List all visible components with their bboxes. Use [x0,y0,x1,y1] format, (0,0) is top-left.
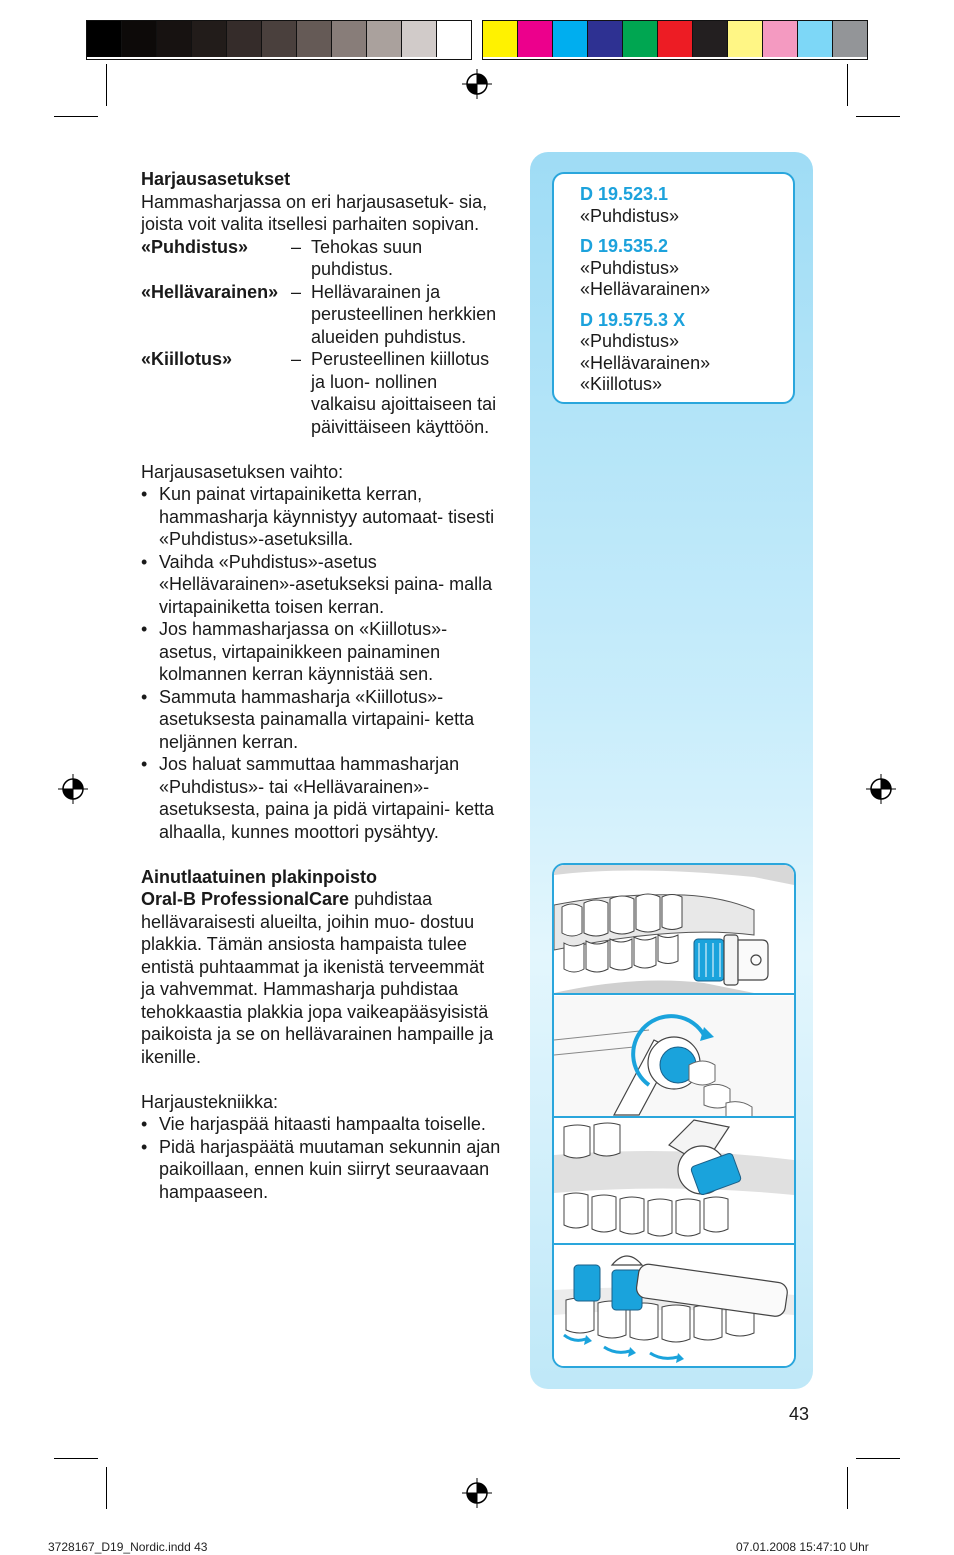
color-swatch [262,21,297,57]
mode-term: «Puhdistus» [141,236,249,257]
model-mode: «Hellävarainen» [580,352,711,373]
model-mode: «Puhdistus» [580,257,680,278]
crop-mark [847,64,848,106]
color-swatch [588,21,623,57]
model-group [580,236,793,301]
mode-term: «Kiillotus» [141,349,233,369]
technique-heading: Harjaustekniikka: [141,1091,279,1112]
color-swatch [483,21,518,57]
plaque-heading: Ainutlaatuinen plakinpoisto [141,866,378,887]
color-swatch-bar [482,20,868,60]
color-swatch [728,21,763,57]
section-heading: Harjausasetukset [141,169,291,189]
list-item: • Jos hammasharjassa on «Kiillotus»- asetus, virtapainikkeen painaminen kolmannen kerran käynnistää sen. [141,618,501,686]
plaque-text: puhdistaa hellävaraisesti alueilta, joihin muo- dostuu plakkia. Tämän ansiosta hampaista tulee entistä puhtaammat ja ikenistä terveemmät ja vahvemmat. Hammasharja puhdistaa tehokkaastia plakkia jopa vaikeapääsyisistä paikoista ja se on hellävarainen hampaille ja ikenille. [141,889,494,1067]
registration-mark-icon [866,774,896,804]
dash: – [291,236,302,257]
registration-mark-icon [462,69,492,99]
crop-mark [856,1458,900,1459]
color-swatch [122,21,157,57]
change-bullet-list [141,483,501,843]
color-swatch [518,21,553,57]
footer-timestamp: 07.01.2008 15:47:10 Uhr [736,1540,869,1554]
mode-description: Perusteellinen kiillotus ja luon- nollinen valkaisu ajoittaiseen tai päivittäiseen käyttöön. [311,349,497,437]
footer-file-info: 3728167_D19_Nordic.indd 43 [48,1540,208,1554]
color-swatch [763,21,798,57]
model-code: D 19.575.3 X [580,309,686,330]
mode-description: Tehokas suun puhdistus. [311,236,423,279]
dash: – [291,281,302,302]
list-item: • Jos haluat sammuttaa hammasharjan «Puhdistus»- tai «Hellävarainen»- asetuksesta, paina ja pidä virtapaini- ketta alhaalla, kunnes moottori pysähtyy. [141,753,501,843]
gray-swatch-bar [86,20,472,60]
intro-paragraph: Hammasharjassa on eri harjausasetuk- sia, joista voit valita itsellesi parhaiten sopivan. [141,191,488,234]
registration-mark-icon [58,774,88,804]
rotation-illustration [554,996,794,1117]
brushing-illustration-panel [552,863,796,1368]
color-swatch [192,21,227,57]
main-text-column [141,168,501,1203]
list-item: • Pidä harjaspäätä muutaman sekunnin ajan paikoillaan, ennen kuin siirryt seuraavaan hampaaseen. [141,1136,501,1204]
brand-name: Oral-B ProfessionalCare [141,889,350,909]
mode-definition-list [141,236,501,439]
crop-mark [106,1467,107,1509]
change-heading: Harjausasetuksen vaihto: [141,461,344,482]
color-swatch [402,21,437,57]
color-swatch [553,21,588,57]
model-group [580,184,793,227]
model-mode: «Puhdistus» [580,205,680,226]
brushing-illustrations [554,865,794,1366]
crop-mark [847,1467,848,1509]
color-swatch [367,21,402,57]
mode-definition [141,281,501,349]
page-number: 43 [789,1404,810,1424]
crop-mark [106,64,107,106]
color-swatch [623,21,658,57]
model-mode: «Kiillotus» [580,374,663,394]
model-group [580,310,793,396]
list-item: • Kun painat virtapainiketta kerran, hammasharja käynnistyy automaat- tisesti «Puhdistus»-asetuksilla. [141,483,501,551]
gumline-illustration [554,1119,794,1244]
color-swatch [437,21,471,57]
crop-mark [54,116,98,117]
model-code: D 19.523.1 [580,184,669,204]
dash: – [291,349,302,369]
mode-term: «Hellävarainen» [141,281,279,302]
mode-description: Hellävarainen ja perusteellinen herkkien alueiden puhdistus. [311,281,497,347]
mode-definition [141,348,501,438]
list-item: • Vie harjaspää hitaasti hampaalta toiselle. [141,1113,501,1136]
model-code: D 19.535.2 [580,236,669,256]
color-swatch [658,21,693,57]
list-item: • Vaihda «Puhdistus»-asetus «Hellävarainen»-asetukseksi paina- malla virtapainiketta toisen kerran. [141,551,501,619]
color-swatch [157,21,192,57]
mouth-teeth-illustration [554,865,794,994]
color-swatch [798,21,833,57]
color-swatch [297,21,332,57]
color-swatch [693,21,728,57]
color-swatch [833,21,867,57]
tooth-to-tooth-illustration [554,1246,794,1366]
model-info-box [552,172,795,404]
registration-mark-icon [462,1478,492,1508]
model-mode: «Hellävarainen» [580,279,711,299]
technique-bullet-list [141,1113,501,1203]
crop-mark [856,116,900,117]
model-mode: «Puhdistus» [580,331,680,351]
color-swatch [332,21,367,57]
mode-definition [141,236,501,281]
color-swatch [227,21,262,57]
color-swatch [87,21,122,57]
crop-mark [54,1458,98,1459]
plaque-paragraph [141,888,501,1068]
list-item: • Sammuta hammasharja «Kiillotus»- asetuksesta painamalla virtapaini- ketta neljännen kerran. [141,686,501,754]
